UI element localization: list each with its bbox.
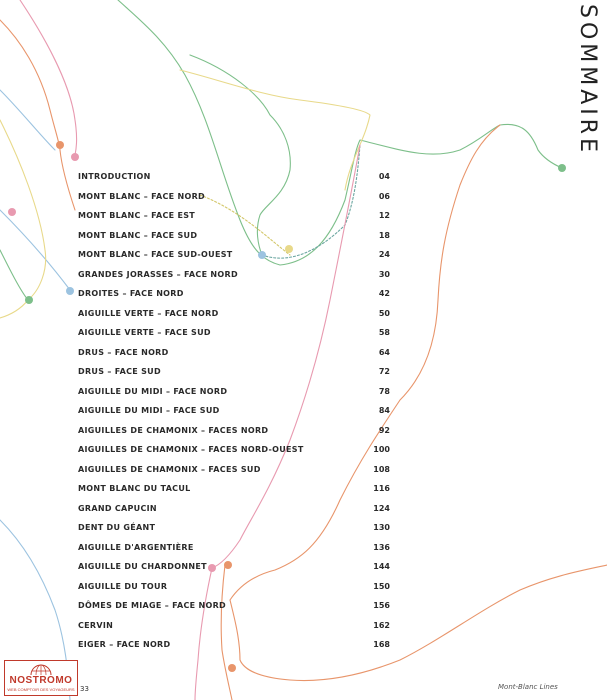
toc-entry-page: 12 [378,211,390,220]
toc-entry[interactable] [78,406,398,425]
toc-entry-page: 72 [378,367,390,376]
page-title: SOMMAIRE [575,4,600,156]
toc-entry-label: DRUS – FACE SUD [78,367,161,376]
toc-entry[interactable] [78,640,398,659]
left-green-line [0,250,28,300]
toc-entry-label: AIGUILLE DU MIDI – FACE SUD [78,406,220,415]
toc-entry-page: 84 [378,406,390,415]
toc-entry-page: 06 [378,191,390,201]
toc-entry[interactable] [78,367,398,386]
toc-entry[interactable] [78,231,398,250]
toc-entry[interactable] [78,309,398,328]
toc-entry-page: 64 [378,347,390,357]
toc-entry-label: AIGUILLES DE CHAMONIX – FACES NORD [78,425,269,435]
toc-entry-page: 130 [373,523,390,532]
node-marker [71,153,79,161]
toc-entry-label: EIGER – FACE NORD [78,640,171,649]
toc-entry[interactable] [78,543,398,562]
left-pink-line [20,0,77,155]
toc-entry[interactable] [78,621,398,640]
toc-entry[interactable] [78,289,398,308]
toc-entry[interactable] [78,387,398,406]
toc-entry-page: 162 [373,620,390,630]
toc-entry-page: 124 [373,503,390,513]
toc-entry-label: AIGUILLE D'ARGENTIÈRE [78,542,194,552]
toc-entry-label: AIGUILLE VERTE – FACE NORD [78,308,219,318]
toc-entry[interactable] [78,172,398,191]
toc-entry-label: AIGUILLES DE CHAMONIX – FACES NORD-OUEST [78,445,304,454]
logo-name: NOSTROMO [9,675,73,686]
toc-entry[interactable] [78,348,398,367]
toc-entry-page: 116 [373,484,390,493]
toc-entry-label: AIGUILLES DE CHAMONIX – FACES SUD [78,464,261,474]
toc-entry-label: MONT BLANC – FACE EST [78,211,196,220]
toc-entry-page: 42 [378,289,390,298]
toc-entry-label: MONT BLANC – FACE SUD-OUEST [78,250,233,259]
toc-entry-page: 30 [378,269,390,279]
book-caption: Mont-Blanc Lines [498,683,558,691]
toc-entry[interactable] [78,328,398,347]
left-yellow-line [0,120,46,318]
toc-entry[interactable] [78,211,398,230]
page-number: 33 [80,685,89,693]
toc-entry-label: MONT BLANC – FACE SUD [78,230,198,240]
node-marker [8,208,16,216]
toc-entry-label: DÔMES DE MIAGE – FACE NORD [78,601,226,610]
logo-tagline: WEB COMPTOIR DES VOYAGEURS [7,687,75,692]
toc-entry-page: 92 [378,425,390,435]
toc-entry-page: 156 [373,601,390,610]
toc-entry-label: GRAND CAPUCIN [78,503,157,513]
toc-entry-page: 78 [378,386,390,396]
toc-entry-label: CERVIN [78,620,114,630]
nostromo-logo [4,660,78,696]
toc-entry[interactable] [78,250,398,269]
left-blue-line-2 [0,210,70,290]
toc-entry-page: 18 [378,230,390,240]
toc-entry-page: 150 [373,581,390,591]
toc-entry-label: AIGUILLE DU CHARDONNET [78,562,207,571]
toc-entry[interactable] [78,270,398,289]
toc-entry-label: AIGUILLE VERTE – FACE SUD [78,328,211,337]
toc-entry-page: 50 [378,308,390,318]
toc-entry[interactable] [78,192,398,211]
globe-icon [29,663,53,675]
toc-entry[interactable] [78,445,398,464]
toc-entry[interactable] [78,465,398,484]
toc-entry-label: MONT BLANC DU TACUL [78,484,191,493]
toc-entry[interactable] [78,504,398,523]
node-marker [25,296,33,304]
toc-entry-page: 100 [373,445,390,454]
toc-entry-label: GRANDES JORASSES – FACE NORD [78,269,238,279]
toc-entry-page: 04 [378,172,390,181]
toc-entry-page: 136 [373,542,390,552]
toc-entry-label: DROITES – FACE NORD [78,289,184,298]
toc-entry[interactable] [78,582,398,601]
toc-entry-label: DENT DU GÉANT [78,523,156,532]
toc-entry[interactable] [78,562,398,581]
toc-entry-label: AIGUILLE DU MIDI – FACE NORD [78,386,228,396]
toc-entry-label: INTRODUCTION [78,172,151,181]
node-marker [228,664,236,672]
node-marker [66,287,74,295]
toc-entry-page: 24 [378,250,390,259]
toc-entry-label: DRUS – FACE NORD [78,347,169,357]
left-orange-line [0,20,60,150]
toc-entry-page: 168 [373,640,390,649]
toc-entry[interactable] [78,523,398,542]
node-marker [558,164,566,172]
toc-entry[interactable] [78,484,398,503]
toc-entry[interactable] [78,601,398,620]
toc-entry[interactable] [78,426,398,445]
toc-entry-page: 108 [373,464,390,474]
toc-entry-label: MONT BLANC – FACE NORD [78,191,205,201]
node-marker [56,141,64,149]
toc-entry-page: 144 [373,562,390,571]
toc-entry-label: AIGUILLE DU TOUR [78,581,168,591]
toc-entry-page: 58 [378,328,390,337]
